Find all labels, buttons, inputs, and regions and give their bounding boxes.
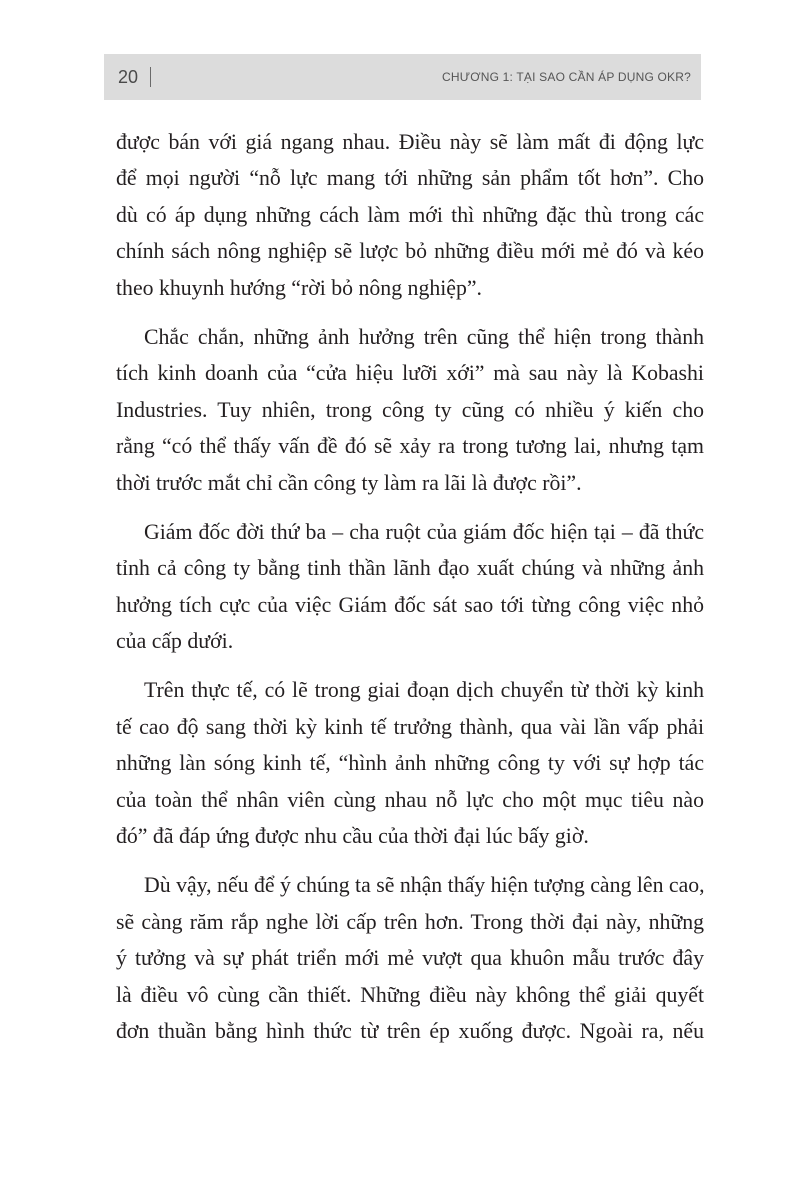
text-line: tế cao độ sang thời kỳ kinh tế trưởng thành, qua vài lần vấp phải	[116, 714, 704, 739]
paragraph	[116, 672, 704, 854]
running-header	[104, 54, 701, 100]
text-line: hưởng tích cực của việc Giám đốc sát sao tới từng công việc nhỏ	[116, 592, 704, 617]
text-line: Industries. Tuy nhiên, trong công ty cũng có nhiều ý kiến cho	[116, 397, 704, 422]
paragraph	[116, 319, 704, 501]
text-line: những làn sóng kinh tế, “hình ảnh những công ty với sự hợp tác	[116, 751, 704, 776]
text-line: ý tưởng và sự phát triển mới mẻ vượt qua khuôn mẫu trước đây	[116, 946, 704, 971]
text-line: dù có áp dụng những cách làm mới thì những đặc thù trong các	[116, 202, 704, 227]
header-separator	[150, 67, 151, 87]
text-line: là điều vô cùng cần thiết. Những điều này không thể giải quyết	[116, 982, 704, 1007]
text-line: theo khuynh hướng “rời bỏ nông nghiệp”.	[116, 275, 483, 300]
chapter-title: CHƯƠNG 1: TẠI SAO CẦN ÁP DỤNG OKR?	[442, 70, 691, 84]
text-line: chính sách nông nghiệp sẽ lược bỏ những điều mới mẻ đó và kéo	[116, 239, 704, 264]
paragraph	[116, 124, 704, 306]
text-line: rằng “có thể thấy vấn đề đó sẽ xảy ra trong tương lai, nhưng tạm	[116, 434, 704, 459]
paragraph	[116, 514, 704, 660]
page-number: 20	[118, 67, 139, 87]
text-line: Dù vậy, nếu để ý chúng ta sẽ nhận thấy hiện tượng càng lên cao,	[144, 873, 705, 898]
text-line: sẽ càng răm rắp nghe lời cấp trên hơn. Trong thời đại này, những	[116, 909, 704, 934]
text-line: của toàn thể nhân viên cùng nhau nỗ lực cho một mục tiêu nào	[116, 787, 704, 812]
text-line: thời trước mắt chỉ cần công ty làm ra lãi là được rồi”.	[116, 470, 582, 495]
text-line: tích kinh doanh của “cửa hiệu lưỡi xới” mà sau này là Kobashi	[116, 361, 704, 386]
text-line: đơn thuần bằng hình thức từ trên ép xuống được. Ngoài ra, nếu	[116, 1018, 704, 1043]
text-line: Trên thực tế, có lẽ trong giai đoạn dịch chuyển từ thời kỳ kinh	[144, 678, 704, 703]
text-line: tỉnh cả công ty bằng tinh thần lãnh đạo xuất chúng và những ảnh	[116, 556, 704, 581]
paragraph	[116, 867, 704, 1049]
body-text	[116, 124, 704, 1049]
text-line: Chắc chắn, những ảnh hưởng trên cũng thể hiện trong thành	[144, 324, 704, 349]
text-line: để mọi người “nỗ lực mang tới những sản phẩm tốt hơn”. Cho	[116, 166, 704, 191]
text-line: của cấp dưới.	[116, 629, 234, 654]
text-line: Giám đốc đời thứ ba – cha ruột của giám đốc hiện tại – đã thức	[144, 519, 704, 544]
text-line: đó” đã đáp ứng được nhu cầu của thời đại lúc bấy giờ.	[116, 824, 589, 849]
text-line: được bán với giá ngang nhau. Điều này sẽ làm mất đi động lực	[116, 130, 704, 154]
